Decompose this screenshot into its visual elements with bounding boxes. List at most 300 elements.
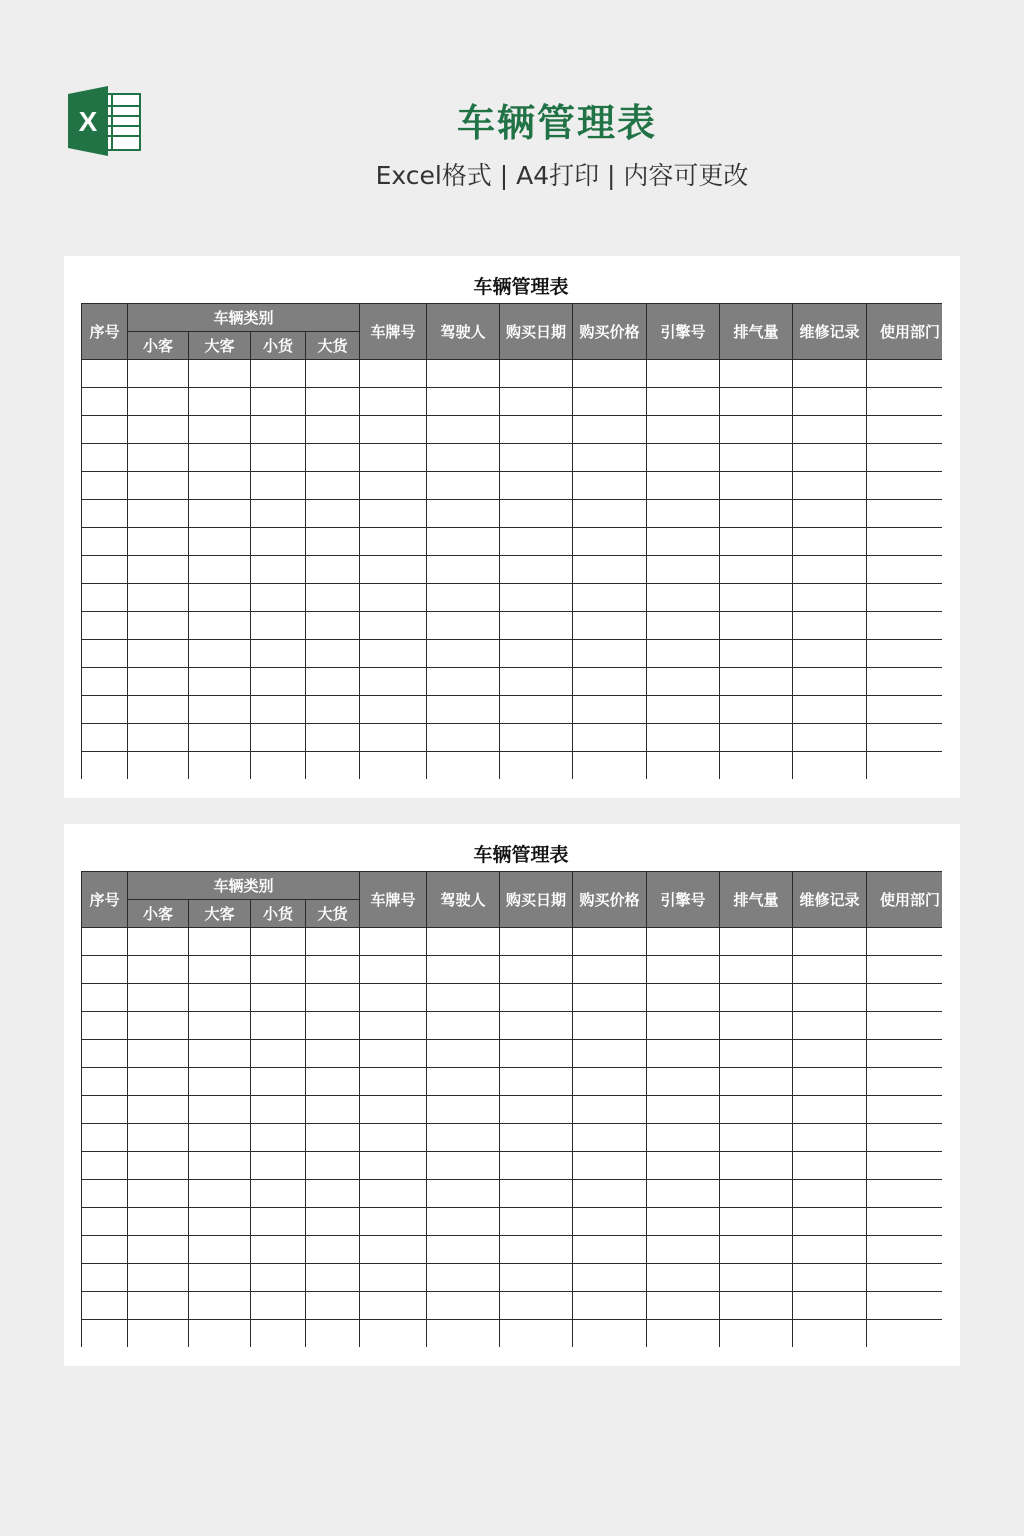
table-cell[interactable] bbox=[306, 696, 360, 724]
table-cell[interactable] bbox=[867, 388, 942, 416]
table-cell[interactable] bbox=[360, 1292, 427, 1320]
table-cell[interactable] bbox=[82, 1236, 128, 1264]
table-cell[interactable] bbox=[128, 1152, 189, 1180]
table-cell[interactable] bbox=[189, 612, 251, 640]
table-cell[interactable] bbox=[427, 1264, 500, 1292]
table-cell[interactable] bbox=[82, 1124, 128, 1152]
table-cell[interactable] bbox=[427, 752, 500, 780]
table-cell[interactable] bbox=[82, 612, 128, 640]
table-cell[interactable] bbox=[647, 556, 720, 584]
table-cell[interactable] bbox=[647, 612, 720, 640]
table-cell[interactable] bbox=[500, 556, 573, 584]
table-cell[interactable] bbox=[128, 1236, 189, 1264]
table-cell[interactable] bbox=[251, 928, 306, 956]
table-cell[interactable] bbox=[793, 1180, 867, 1208]
table-cell[interactable] bbox=[573, 1264, 647, 1292]
table-cell[interactable] bbox=[427, 1292, 500, 1320]
table-cell[interactable] bbox=[793, 528, 867, 556]
table-cell[interactable] bbox=[793, 360, 867, 388]
table-cell[interactable] bbox=[573, 724, 647, 752]
table-cell[interactable] bbox=[427, 1096, 500, 1124]
table-cell[interactable] bbox=[251, 724, 306, 752]
table-cell[interactable] bbox=[500, 472, 573, 500]
table-cell[interactable] bbox=[360, 1264, 427, 1292]
table-cell[interactable] bbox=[82, 1264, 128, 1292]
table-cell[interactable] bbox=[306, 668, 360, 696]
table-cell[interactable] bbox=[82, 1292, 128, 1320]
table-cell[interactable] bbox=[647, 984, 720, 1012]
table-cell[interactable] bbox=[360, 1012, 427, 1040]
table-cell[interactable] bbox=[82, 1180, 128, 1208]
table-cell[interactable] bbox=[793, 984, 867, 1012]
table-cell[interactable] bbox=[647, 500, 720, 528]
table-cell[interactable] bbox=[573, 1320, 647, 1348]
table-cell[interactable] bbox=[128, 556, 189, 584]
table-cell[interactable] bbox=[720, 1180, 793, 1208]
table-cell[interactable] bbox=[867, 584, 942, 612]
table-cell[interactable] bbox=[128, 416, 189, 444]
table-cell[interactable] bbox=[306, 1012, 360, 1040]
table-cell[interactable] bbox=[793, 584, 867, 612]
table-cell[interactable] bbox=[306, 1180, 360, 1208]
table-cell[interactable] bbox=[720, 1124, 793, 1152]
table-cell[interactable] bbox=[427, 1180, 500, 1208]
table-cell[interactable] bbox=[189, 444, 251, 472]
table-cell[interactable] bbox=[573, 528, 647, 556]
table-cell[interactable] bbox=[500, 444, 573, 472]
table-cell[interactable] bbox=[500, 388, 573, 416]
table-cell[interactable] bbox=[867, 472, 942, 500]
table-cell[interactable] bbox=[793, 1012, 867, 1040]
table-cell[interactable] bbox=[427, 696, 500, 724]
table-cell[interactable] bbox=[82, 956, 128, 984]
table-cell[interactable] bbox=[82, 640, 128, 668]
table-cell[interactable] bbox=[573, 1040, 647, 1068]
table-cell[interactable] bbox=[82, 928, 128, 956]
table-cell[interactable] bbox=[128, 956, 189, 984]
table-cell[interactable] bbox=[306, 444, 360, 472]
table-cell[interactable] bbox=[306, 416, 360, 444]
table-cell[interactable] bbox=[647, 956, 720, 984]
table-cell[interactable] bbox=[427, 928, 500, 956]
table-cell[interactable] bbox=[500, 1292, 573, 1320]
table-cell[interactable] bbox=[573, 556, 647, 584]
table-cell[interactable] bbox=[128, 928, 189, 956]
table-cell[interactable] bbox=[82, 668, 128, 696]
table-cell[interactable] bbox=[189, 1236, 251, 1264]
table-cell[interactable] bbox=[720, 928, 793, 956]
table-cell[interactable] bbox=[82, 1320, 128, 1348]
table-cell[interactable] bbox=[793, 668, 867, 696]
table-cell[interactable] bbox=[82, 500, 128, 528]
table-cell[interactable] bbox=[500, 1236, 573, 1264]
table-cell[interactable] bbox=[360, 444, 427, 472]
table-cell[interactable] bbox=[500, 1320, 573, 1348]
table-cell[interactable] bbox=[427, 1040, 500, 1068]
table-cell[interactable] bbox=[647, 528, 720, 556]
table-cell[interactable] bbox=[189, 1096, 251, 1124]
table-cell[interactable] bbox=[720, 1320, 793, 1348]
table-cell[interactable] bbox=[720, 416, 793, 444]
table-cell[interactable] bbox=[189, 528, 251, 556]
table-cell[interactable] bbox=[360, 528, 427, 556]
table-cell[interactable] bbox=[306, 1040, 360, 1068]
table-cell[interactable] bbox=[867, 1320, 942, 1348]
table-cell[interactable] bbox=[720, 388, 793, 416]
table-cell[interactable] bbox=[427, 724, 500, 752]
table-cell[interactable] bbox=[189, 1320, 251, 1348]
table-cell[interactable] bbox=[128, 1208, 189, 1236]
table-cell[interactable] bbox=[251, 388, 306, 416]
table-cell[interactable] bbox=[647, 444, 720, 472]
table-cell[interactable] bbox=[360, 500, 427, 528]
table-cell[interactable] bbox=[128, 528, 189, 556]
table-cell[interactable] bbox=[251, 956, 306, 984]
table-cell[interactable] bbox=[128, 752, 189, 780]
table-cell[interactable] bbox=[867, 1152, 942, 1180]
table-cell[interactable] bbox=[360, 556, 427, 584]
table-cell[interactable] bbox=[251, 1264, 306, 1292]
table-cell[interactable] bbox=[647, 1068, 720, 1096]
table-cell[interactable] bbox=[306, 1320, 360, 1348]
table-cell[interactable] bbox=[306, 1236, 360, 1264]
table-cell[interactable] bbox=[867, 360, 942, 388]
table-cell[interactable] bbox=[647, 1236, 720, 1264]
table-cell[interactable] bbox=[573, 1096, 647, 1124]
table-cell[interactable] bbox=[867, 528, 942, 556]
table-cell[interactable] bbox=[867, 956, 942, 984]
table-cell[interactable] bbox=[189, 696, 251, 724]
table-cell[interactable] bbox=[427, 612, 500, 640]
table-cell[interactable] bbox=[720, 472, 793, 500]
table-cell[interactable] bbox=[427, 956, 500, 984]
table-cell[interactable] bbox=[306, 1096, 360, 1124]
table-cell[interactable] bbox=[82, 1152, 128, 1180]
table-cell[interactable] bbox=[573, 584, 647, 612]
table-cell[interactable] bbox=[189, 500, 251, 528]
table-cell[interactable] bbox=[189, 1292, 251, 1320]
table-cell[interactable] bbox=[720, 668, 793, 696]
table-cell[interactable] bbox=[793, 1068, 867, 1096]
table-cell[interactable] bbox=[793, 1096, 867, 1124]
table-cell[interactable] bbox=[720, 640, 793, 668]
table-cell[interactable] bbox=[867, 1264, 942, 1292]
table-cell[interactable] bbox=[251, 640, 306, 668]
table-cell[interactable] bbox=[500, 1040, 573, 1068]
table-cell[interactable] bbox=[500, 1152, 573, 1180]
table-cell[interactable] bbox=[251, 984, 306, 1012]
table-cell[interactable] bbox=[793, 640, 867, 668]
table-cell[interactable] bbox=[573, 1208, 647, 1236]
table-cell[interactable] bbox=[306, 528, 360, 556]
table-cell[interactable] bbox=[360, 984, 427, 1012]
table-cell[interactable] bbox=[720, 500, 793, 528]
table-cell[interactable] bbox=[500, 1208, 573, 1236]
table-cell[interactable] bbox=[128, 1096, 189, 1124]
table-cell[interactable] bbox=[647, 1040, 720, 1068]
table-cell[interactable] bbox=[573, 612, 647, 640]
table-cell[interactable] bbox=[573, 416, 647, 444]
table-cell[interactable] bbox=[360, 724, 427, 752]
table-cell[interactable] bbox=[793, 956, 867, 984]
table-cell[interactable] bbox=[867, 1096, 942, 1124]
table-cell[interactable] bbox=[647, 1180, 720, 1208]
table-cell[interactable] bbox=[128, 696, 189, 724]
table-cell[interactable] bbox=[500, 360, 573, 388]
table-cell[interactable] bbox=[500, 752, 573, 780]
table-cell[interactable] bbox=[647, 928, 720, 956]
table-cell[interactable] bbox=[189, 724, 251, 752]
table-cell[interactable] bbox=[82, 752, 128, 780]
table-cell[interactable] bbox=[306, 724, 360, 752]
table-cell[interactable] bbox=[82, 416, 128, 444]
table-cell[interactable] bbox=[82, 472, 128, 500]
table-cell[interactable] bbox=[306, 928, 360, 956]
table-cell[interactable] bbox=[500, 1096, 573, 1124]
table-cell[interactable] bbox=[573, 640, 647, 668]
table-cell[interactable] bbox=[793, 928, 867, 956]
table-cell[interactable] bbox=[720, 1152, 793, 1180]
table-cell[interactable] bbox=[251, 1180, 306, 1208]
table-cell[interactable] bbox=[427, 668, 500, 696]
table-cell[interactable] bbox=[189, 1180, 251, 1208]
table-cell[interactable] bbox=[360, 1320, 427, 1348]
table-cell[interactable] bbox=[82, 1012, 128, 1040]
table-cell[interactable] bbox=[251, 1096, 306, 1124]
table-cell[interactable] bbox=[251, 1208, 306, 1236]
table-cell[interactable] bbox=[720, 956, 793, 984]
table-cell[interactable] bbox=[500, 528, 573, 556]
table-cell[interactable] bbox=[306, 500, 360, 528]
table-cell[interactable] bbox=[306, 984, 360, 1012]
table-cell[interactable] bbox=[500, 724, 573, 752]
table-cell[interactable] bbox=[500, 1180, 573, 1208]
table-cell[interactable] bbox=[793, 416, 867, 444]
table-cell[interactable] bbox=[306, 752, 360, 780]
table-cell[interactable] bbox=[720, 1236, 793, 1264]
table-cell[interactable] bbox=[500, 1124, 573, 1152]
table-cell[interactable] bbox=[573, 752, 647, 780]
table-cell[interactable] bbox=[647, 584, 720, 612]
table-cell[interactable] bbox=[189, 752, 251, 780]
table-cell[interactable] bbox=[793, 444, 867, 472]
table-cell[interactable] bbox=[573, 696, 647, 724]
table-cell[interactable] bbox=[720, 1068, 793, 1096]
table-cell[interactable] bbox=[793, 1264, 867, 1292]
table-cell[interactable] bbox=[128, 1068, 189, 1096]
table-cell[interactable] bbox=[251, 1320, 306, 1348]
table-cell[interactable] bbox=[82, 1068, 128, 1096]
table-cell[interactable] bbox=[867, 1124, 942, 1152]
table-cell[interactable] bbox=[360, 584, 427, 612]
table-cell[interactable] bbox=[306, 1068, 360, 1096]
table-cell[interactable] bbox=[306, 472, 360, 500]
table-cell[interactable] bbox=[360, 1096, 427, 1124]
table-cell[interactable] bbox=[720, 984, 793, 1012]
table-cell[interactable] bbox=[647, 724, 720, 752]
table-cell[interactable] bbox=[427, 1208, 500, 1236]
table-cell[interactable] bbox=[647, 1320, 720, 1348]
table-cell[interactable] bbox=[427, 640, 500, 668]
table-cell[interactable] bbox=[867, 928, 942, 956]
table-cell[interactable] bbox=[189, 556, 251, 584]
table-cell[interactable] bbox=[360, 928, 427, 956]
table-cell[interactable] bbox=[427, 444, 500, 472]
table-cell[interactable] bbox=[867, 696, 942, 724]
table-cell[interactable] bbox=[251, 1068, 306, 1096]
table-cell[interactable] bbox=[500, 668, 573, 696]
table-cell[interactable] bbox=[251, 612, 306, 640]
table-cell[interactable] bbox=[128, 668, 189, 696]
table-cell[interactable] bbox=[82, 556, 128, 584]
table-cell[interactable] bbox=[867, 1068, 942, 1096]
table-cell[interactable] bbox=[867, 416, 942, 444]
table-cell[interactable] bbox=[360, 1040, 427, 1068]
table-cell[interactable] bbox=[427, 1068, 500, 1096]
table-cell[interactable] bbox=[720, 752, 793, 780]
table-cell[interactable] bbox=[251, 1152, 306, 1180]
table-cell[interactable] bbox=[793, 1208, 867, 1236]
table-cell[interactable] bbox=[128, 1292, 189, 1320]
table-cell[interactable] bbox=[720, 528, 793, 556]
table-cell[interactable] bbox=[360, 612, 427, 640]
table-cell[interactable] bbox=[793, 752, 867, 780]
table-cell[interactable] bbox=[189, 584, 251, 612]
table-cell[interactable] bbox=[647, 668, 720, 696]
table-cell[interactable] bbox=[427, 984, 500, 1012]
table-cell[interactable] bbox=[251, 1292, 306, 1320]
table-cell[interactable] bbox=[427, 584, 500, 612]
table-cell[interactable] bbox=[251, 1124, 306, 1152]
table-cell[interactable] bbox=[189, 984, 251, 1012]
table-cell[interactable] bbox=[573, 360, 647, 388]
table-cell[interactable] bbox=[427, 1012, 500, 1040]
table-cell[interactable] bbox=[306, 556, 360, 584]
table-cell[interactable] bbox=[720, 556, 793, 584]
table-cell[interactable] bbox=[128, 1320, 189, 1348]
table-cell[interactable] bbox=[427, 528, 500, 556]
table-cell[interactable] bbox=[500, 640, 573, 668]
table-cell[interactable] bbox=[573, 956, 647, 984]
table-cell[interactable] bbox=[647, 752, 720, 780]
table-cell[interactable] bbox=[647, 640, 720, 668]
table-cell[interactable] bbox=[251, 1040, 306, 1068]
table-cell[interactable] bbox=[251, 360, 306, 388]
table-cell[interactable] bbox=[189, 472, 251, 500]
table-cell[interactable] bbox=[251, 444, 306, 472]
table-cell[interactable] bbox=[647, 696, 720, 724]
table-cell[interactable] bbox=[867, 668, 942, 696]
table-cell[interactable] bbox=[867, 1292, 942, 1320]
table-cell[interactable] bbox=[360, 752, 427, 780]
table-cell[interactable] bbox=[128, 724, 189, 752]
table-cell[interactable] bbox=[500, 416, 573, 444]
table-cell[interactable] bbox=[128, 360, 189, 388]
table-cell[interactable] bbox=[189, 1264, 251, 1292]
table-cell[interactable] bbox=[793, 724, 867, 752]
table-cell[interactable] bbox=[647, 1152, 720, 1180]
table-cell[interactable] bbox=[573, 1236, 647, 1264]
table-cell[interactable] bbox=[427, 416, 500, 444]
table-cell[interactable] bbox=[793, 388, 867, 416]
table-cell[interactable] bbox=[720, 444, 793, 472]
table-cell[interactable] bbox=[82, 696, 128, 724]
table-cell[interactable] bbox=[251, 416, 306, 444]
table-cell[interactable] bbox=[793, 612, 867, 640]
table-cell[interactable] bbox=[500, 612, 573, 640]
table-cell[interactable] bbox=[306, 584, 360, 612]
table-cell[interactable] bbox=[251, 668, 306, 696]
table-cell[interactable] bbox=[793, 472, 867, 500]
table-cell[interactable] bbox=[867, 1180, 942, 1208]
table-cell[interactable] bbox=[793, 1236, 867, 1264]
table-cell[interactable] bbox=[500, 984, 573, 1012]
table-cell[interactable] bbox=[251, 752, 306, 780]
table-cell[interactable] bbox=[427, 360, 500, 388]
table-cell[interactable] bbox=[867, 752, 942, 780]
table-cell[interactable] bbox=[128, 472, 189, 500]
table-cell[interactable] bbox=[360, 956, 427, 984]
table-cell[interactable] bbox=[360, 1208, 427, 1236]
table-cell[interactable] bbox=[500, 1068, 573, 1096]
table-cell[interactable] bbox=[573, 984, 647, 1012]
table-cell[interactable] bbox=[189, 1152, 251, 1180]
table-cell[interactable] bbox=[82, 1096, 128, 1124]
table-cell[interactable] bbox=[573, 388, 647, 416]
table-cell[interactable] bbox=[128, 1012, 189, 1040]
table-cell[interactable] bbox=[793, 1292, 867, 1320]
table-cell[interactable] bbox=[189, 956, 251, 984]
table-cell[interactable] bbox=[306, 360, 360, 388]
table-cell[interactable] bbox=[189, 1124, 251, 1152]
table-cell[interactable] bbox=[793, 1040, 867, 1068]
table-cell[interactable] bbox=[360, 1180, 427, 1208]
table-cell[interactable] bbox=[128, 388, 189, 416]
table-cell[interactable] bbox=[647, 1292, 720, 1320]
table-cell[interactable] bbox=[128, 984, 189, 1012]
table-cell[interactable] bbox=[793, 1320, 867, 1348]
table-cell[interactable] bbox=[82, 1208, 128, 1236]
table-cell[interactable] bbox=[427, 388, 500, 416]
table-cell[interactable] bbox=[251, 1236, 306, 1264]
table-cell[interactable] bbox=[867, 1208, 942, 1236]
table-cell[interactable] bbox=[82, 528, 128, 556]
table-cell[interactable] bbox=[867, 724, 942, 752]
table-cell[interactable] bbox=[573, 500, 647, 528]
table-cell[interactable] bbox=[720, 696, 793, 724]
table-cell[interactable] bbox=[189, 1040, 251, 1068]
table-cell[interactable] bbox=[251, 1012, 306, 1040]
table-cell[interactable] bbox=[793, 696, 867, 724]
table-cell[interactable] bbox=[720, 584, 793, 612]
table-cell[interactable] bbox=[573, 1012, 647, 1040]
table-cell[interactable] bbox=[573, 1124, 647, 1152]
table-cell[interactable] bbox=[720, 360, 793, 388]
table-cell[interactable] bbox=[189, 640, 251, 668]
table-cell[interactable] bbox=[251, 696, 306, 724]
table-cell[interactable] bbox=[189, 928, 251, 956]
table-cell[interactable] bbox=[647, 416, 720, 444]
table-cell[interactable] bbox=[360, 668, 427, 696]
table-cell[interactable] bbox=[647, 388, 720, 416]
table-cell[interactable] bbox=[793, 500, 867, 528]
table-cell[interactable] bbox=[189, 668, 251, 696]
table-cell[interactable] bbox=[189, 1208, 251, 1236]
table-cell[interactable] bbox=[128, 1180, 189, 1208]
table-cell[interactable] bbox=[189, 1012, 251, 1040]
table-cell[interactable] bbox=[500, 928, 573, 956]
table-cell[interactable] bbox=[720, 1012, 793, 1040]
